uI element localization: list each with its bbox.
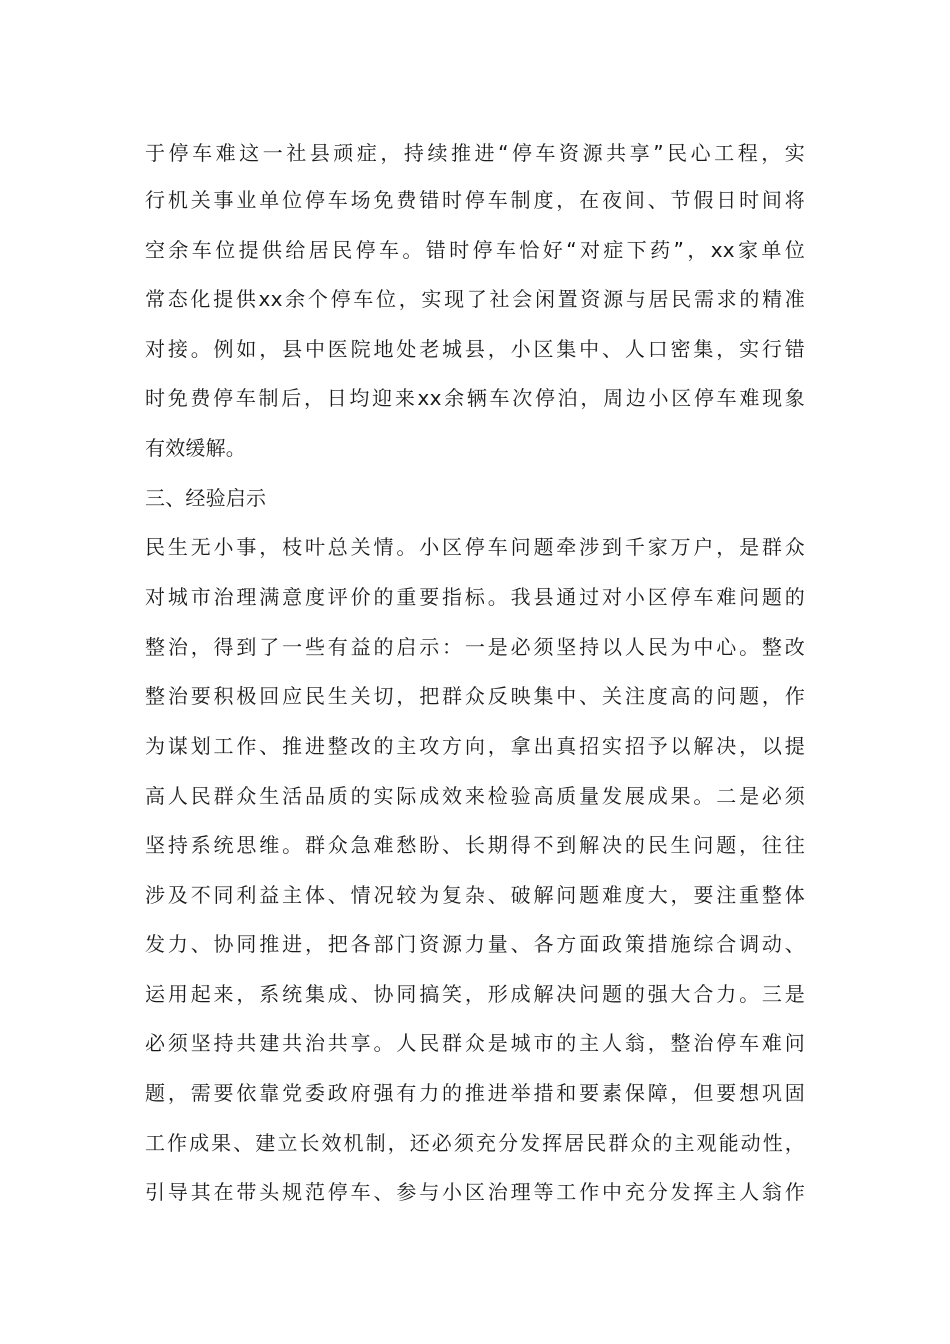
paragraph-line: 坚持系统思维。群众急难愁盼、长期得不到解决的民生问题，往往 — [145, 833, 805, 857]
paragraph-line: 对接。例如，县中医院地处老城县，小区集中、人口密集，实行错 — [145, 337, 805, 361]
paragraph-line: 运用起来，系统集成、协同搞笑，形成解决问题的强大合力。三是 — [145, 982, 805, 1006]
paragraph-line: 涉及不同利益主体、情况较为复杂、破解问题难度大，要注重整体 — [145, 883, 805, 907]
paragraph-line: 于停车难这一社县顽症，持续推进“停车资源共享”民心工程，实 — [145, 141, 805, 165]
paragraph-line: 为谋划工作、推进整改的主攻方向，拿出真招实招予以解决，以提 — [145, 734, 805, 758]
paragraph-line: 行机关事业单位停车场免费错时停车制度，在夜间、节假日时间将 — [145, 188, 805, 212]
paragraph-line: 常态化提供xx余个停车位，实现了社会闲置资源与居民需求的精准 — [145, 287, 805, 311]
paragraph-line: 必须坚持共建共治共享。人民群众是城市的主人翁，整治停车难问 — [145, 1031, 805, 1055]
paragraph-line: 题，需要依靠党委政府强有力的推进举措和要素保障，但要想巩固 — [145, 1081, 805, 1105]
paragraph-line: 整治，得到了一些有益的启示：一是必须坚持以人民为中心。整改 — [145, 635, 805, 659]
paragraph-line: 民生无小事，枝叶总关情。小区停车问题牵涉到千家万户，是群众 — [145, 535, 805, 559]
paragraph-line: 时免费停车制后，日均迎来xx余辆车次停泊，周边小区停车难现象 — [145, 386, 805, 410]
paragraph-line: 工作成果、建立长效机制，还必须充分发挥居民群众的主观能动性， — [145, 1131, 805, 1155]
section-heading: 三、经验启示 — [145, 486, 267, 510]
paragraph-line: 整治要积极回应民生关切，把群众反映集中、关注度高的问题，作 — [145, 684, 805, 708]
paragraph-line: 发力、协同推进，把各部门资源力量、各方面政策措施综合调动、 — [145, 932, 805, 956]
paragraph-line: 有效缓解。 — [145, 436, 246, 460]
paragraph-line: 空余车位提供给居民停车。错时停车恰好“对症下药”，xx家单位 — [145, 238, 805, 262]
paragraph-line: 对城市治理满意度评价的重要指标。我县通过对小区停车难问题的 — [145, 585, 805, 609]
paragraph-line: 引导其在带头规范停车、参与小区治理等工作中充分发挥主人翁作 — [145, 1180, 805, 1204]
paragraph-line: 高人民群众生活品质的实际成效来检验高质量发展成果。二是必须 — [145, 784, 805, 808]
